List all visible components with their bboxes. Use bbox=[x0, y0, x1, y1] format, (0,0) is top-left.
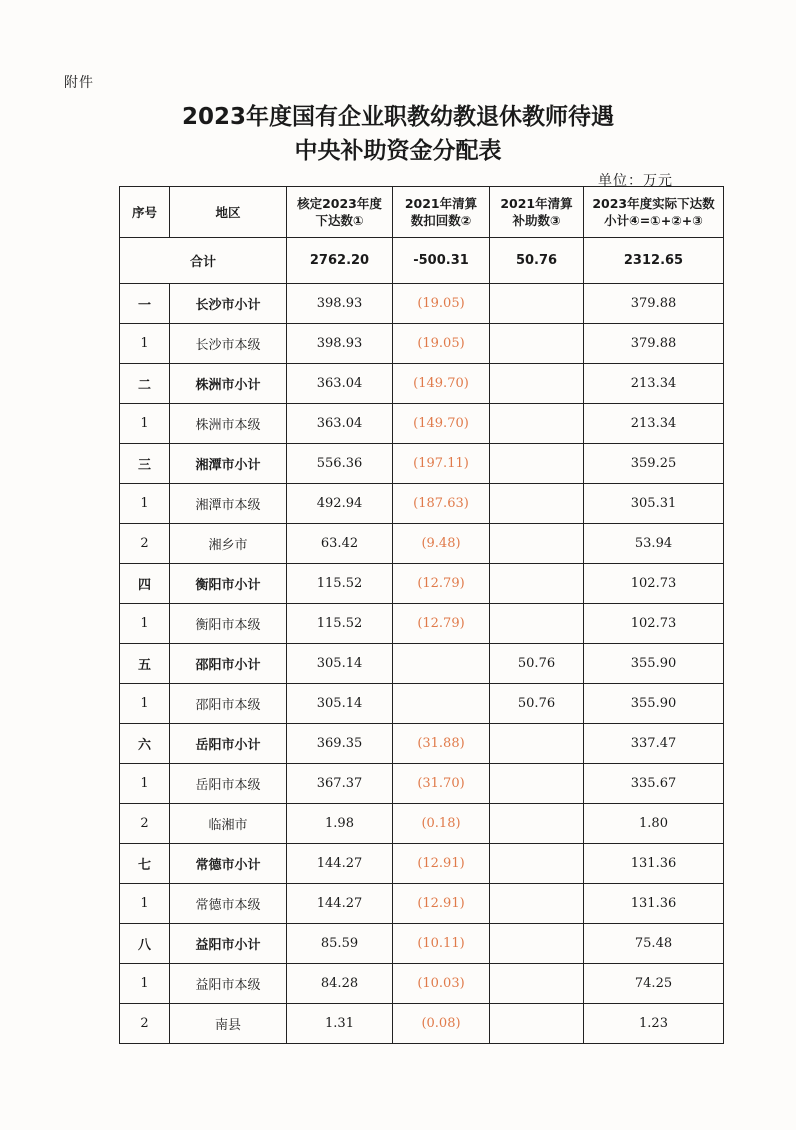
row-index: 1 bbox=[120, 404, 170, 444]
row-region: 长沙市本级 bbox=[170, 324, 287, 364]
row-approved: 305.14 bbox=[287, 644, 393, 684]
row-region: 长沙市小计 bbox=[170, 284, 287, 324]
row-region: 衡阳市本级 bbox=[170, 604, 287, 644]
row-region: 湘乡市 bbox=[170, 524, 287, 564]
row-index: 1 bbox=[120, 324, 170, 364]
attachment-label: 附件 bbox=[64, 75, 94, 91]
row-subsidy bbox=[490, 564, 584, 604]
row-deduction: (0.18) bbox=[393, 804, 490, 844]
header-deduction-line2: 数扣回数② bbox=[410, 213, 472, 228]
row-approved: 363.04 bbox=[287, 404, 393, 444]
row-subsidy bbox=[490, 324, 584, 364]
title-line-2: 中央补助资金分配表 bbox=[294, 138, 502, 164]
row-index: 2 bbox=[120, 524, 170, 564]
row-index: 1 bbox=[120, 884, 170, 924]
row-deduction: (9.48) bbox=[393, 524, 490, 564]
row-subsidy: 50.76 bbox=[490, 684, 584, 724]
header-subsidy-line2: 补助数③ bbox=[512, 213, 561, 228]
row-region: 南县 bbox=[170, 1004, 287, 1044]
row-region: 株洲市小计 bbox=[170, 364, 287, 404]
row-index: 八 bbox=[120, 924, 170, 964]
row-deduction: (31.70) bbox=[393, 764, 490, 804]
row-subsidy bbox=[490, 804, 584, 844]
row-deduction: (10.03) bbox=[393, 964, 490, 1004]
row-region: 常德市小计 bbox=[170, 844, 287, 884]
subtotal-row bbox=[120, 564, 724, 604]
row-deduction: (12.79) bbox=[393, 604, 490, 644]
row-index: 1 bbox=[120, 684, 170, 724]
row-deduction: (187.63) bbox=[393, 484, 490, 524]
row-region: 湘潭市本级 bbox=[170, 484, 287, 524]
row-approved: 398.93 bbox=[287, 324, 393, 364]
row-index: 三 bbox=[120, 444, 170, 484]
row-approved: 363.04 bbox=[287, 364, 393, 404]
table-row bbox=[120, 324, 724, 364]
row-subsidy bbox=[490, 924, 584, 964]
header-deduction bbox=[393, 187, 490, 238]
row-approved: 85.59 bbox=[287, 924, 393, 964]
row-approved: 1.98 bbox=[287, 804, 393, 844]
table-row bbox=[120, 884, 724, 924]
row-subsidy bbox=[490, 964, 584, 1004]
row-approved: 115.52 bbox=[287, 604, 393, 644]
row-actual: 379.88 bbox=[584, 324, 724, 364]
row-approved: 556.36 bbox=[287, 444, 393, 484]
row-actual: 75.48 bbox=[584, 924, 724, 964]
table-row bbox=[120, 404, 724, 444]
row-index: 1 bbox=[120, 604, 170, 644]
row-actual: 379.88 bbox=[584, 284, 724, 324]
row-deduction: (31.88) bbox=[393, 724, 490, 764]
row-region: 株洲市本级 bbox=[170, 404, 287, 444]
row-region: 益阳市小计 bbox=[170, 924, 287, 964]
row-region: 常德市本级 bbox=[170, 884, 287, 924]
row-approved: 305.14 bbox=[287, 684, 393, 724]
row-region: 临湘市 bbox=[170, 804, 287, 844]
row-deduction: (19.05) bbox=[393, 284, 490, 324]
header-approved-line1: 核定2023年度 bbox=[297, 196, 382, 211]
row-deduction: (149.70) bbox=[393, 364, 490, 404]
row-subsidy bbox=[490, 524, 584, 564]
subtotal-row bbox=[120, 844, 724, 884]
row-approved: 1.31 bbox=[287, 1004, 393, 1044]
table-row bbox=[120, 804, 724, 844]
row-subsidy bbox=[490, 1004, 584, 1044]
subtotal-row bbox=[120, 724, 724, 764]
title-line-1: 2023年度国有企业职教幼教退休教师待遇 bbox=[181, 104, 614, 130]
header-actual-line2: 小计④=①+②+③ bbox=[604, 213, 703, 228]
row-index: 1 bbox=[120, 484, 170, 524]
row-approved: 367.37 bbox=[287, 764, 393, 804]
row-deduction bbox=[393, 684, 490, 724]
row-deduction: (0.08) bbox=[393, 1004, 490, 1044]
row-index: 二 bbox=[120, 364, 170, 404]
row-subsidy bbox=[490, 284, 584, 324]
row-actual: 355.90 bbox=[584, 684, 724, 724]
row-approved: 492.94 bbox=[287, 484, 393, 524]
row-subsidy bbox=[490, 484, 584, 524]
row-subsidy bbox=[490, 844, 584, 884]
row-actual: 337.47 bbox=[584, 724, 724, 764]
allocation-table bbox=[119, 186, 724, 1044]
row-index: 一 bbox=[120, 284, 170, 324]
header-deduction-line1: 2021年清算 bbox=[404, 196, 478, 211]
subtotal-row bbox=[120, 924, 724, 964]
row-actual: 213.34 bbox=[584, 404, 724, 444]
row-approved: 115.52 bbox=[287, 564, 393, 604]
row-index: 五 bbox=[120, 644, 170, 684]
table-row bbox=[120, 684, 724, 724]
row-approved: 398.93 bbox=[287, 284, 393, 324]
header-subsidy-line1: 2021年清算 bbox=[500, 196, 573, 211]
row-index: 六 bbox=[120, 724, 170, 764]
total-row bbox=[120, 238, 724, 284]
subtotal-row bbox=[120, 364, 724, 404]
row-region: 邵阳市小计 bbox=[170, 644, 287, 684]
row-deduction: (12.79) bbox=[393, 564, 490, 604]
unit-label: 单位：万元 bbox=[598, 173, 673, 189]
row-actual: 359.25 bbox=[584, 444, 724, 484]
row-index: 2 bbox=[120, 804, 170, 844]
row-region: 衡阳市小计 bbox=[170, 564, 287, 604]
header-actual-line1: 2023年度实际下达数 bbox=[592, 196, 715, 211]
row-deduction: (10.11) bbox=[393, 924, 490, 964]
row-deduction: (19.05) bbox=[393, 324, 490, 364]
row-region: 岳阳市本级 bbox=[170, 764, 287, 804]
row-actual: 102.73 bbox=[584, 604, 724, 644]
total-approved: 2762.20 bbox=[287, 238, 393, 284]
row-actual: 74.25 bbox=[584, 964, 724, 1004]
row-deduction: (197.11) bbox=[393, 444, 490, 484]
row-actual: 131.36 bbox=[584, 844, 724, 884]
row-approved: 63.42 bbox=[287, 524, 393, 564]
row-region: 邵阳市本级 bbox=[170, 684, 287, 724]
total-label: 合计 bbox=[120, 238, 287, 284]
subtotal-row bbox=[120, 444, 724, 484]
header-subsidy bbox=[490, 187, 584, 238]
row-actual: 53.94 bbox=[584, 524, 724, 564]
header-approved bbox=[287, 187, 393, 238]
row-index: 七 bbox=[120, 844, 170, 884]
row-index: 1 bbox=[120, 764, 170, 804]
table-row bbox=[120, 764, 724, 804]
row-actual: 131.36 bbox=[584, 884, 724, 924]
total-deduction: -500.31 bbox=[393, 238, 490, 284]
row-subsidy bbox=[490, 604, 584, 644]
row-approved: 84.28 bbox=[287, 964, 393, 1004]
row-subsidy bbox=[490, 404, 584, 444]
table-row bbox=[120, 1004, 724, 1044]
row-deduction: (149.70) bbox=[393, 404, 490, 444]
row-subsidy bbox=[490, 444, 584, 484]
table-row bbox=[120, 964, 724, 1004]
row-approved: 369.35 bbox=[287, 724, 393, 764]
row-actual: 1.23 bbox=[584, 1004, 724, 1044]
header-approved-line2: 下达数① bbox=[315, 213, 364, 228]
table-row bbox=[120, 524, 724, 564]
row-deduction: (12.91) bbox=[393, 844, 490, 884]
row-index: 四 bbox=[120, 564, 170, 604]
subtotal-row bbox=[120, 284, 724, 324]
row-actual: 355.90 bbox=[584, 644, 724, 684]
row-region: 湘潭市小计 bbox=[170, 444, 287, 484]
row-index: 2 bbox=[120, 1004, 170, 1044]
total-actual: 2312.65 bbox=[584, 238, 724, 284]
total-subsidy: 50.76 bbox=[490, 238, 584, 284]
row-index: 1 bbox=[120, 964, 170, 1004]
row-actual: 102.73 bbox=[584, 564, 724, 604]
row-subsidy: 50.76 bbox=[490, 644, 584, 684]
document-title bbox=[0, 100, 796, 168]
row-approved: 144.27 bbox=[287, 844, 393, 884]
table-row bbox=[120, 604, 724, 644]
row-actual: 213.34 bbox=[584, 364, 724, 404]
header-region: 地区 bbox=[170, 187, 287, 238]
row-deduction: (12.91) bbox=[393, 884, 490, 924]
row-subsidy bbox=[490, 764, 584, 804]
row-actual: 335.67 bbox=[584, 764, 724, 804]
header-index: 序号 bbox=[120, 187, 170, 238]
subtotal-row bbox=[120, 644, 724, 684]
row-actual: 305.31 bbox=[584, 484, 724, 524]
row-approved: 144.27 bbox=[287, 884, 393, 924]
row-subsidy bbox=[490, 364, 584, 404]
row-deduction bbox=[393, 644, 490, 684]
row-subsidy bbox=[490, 724, 584, 764]
table-header-row bbox=[120, 187, 724, 238]
table-row bbox=[120, 484, 724, 524]
row-region: 岳阳市小计 bbox=[170, 724, 287, 764]
row-actual: 1.80 bbox=[584, 804, 724, 844]
row-subsidy bbox=[490, 884, 584, 924]
row-region: 益阳市本级 bbox=[170, 964, 287, 1004]
header-actual bbox=[584, 187, 724, 238]
